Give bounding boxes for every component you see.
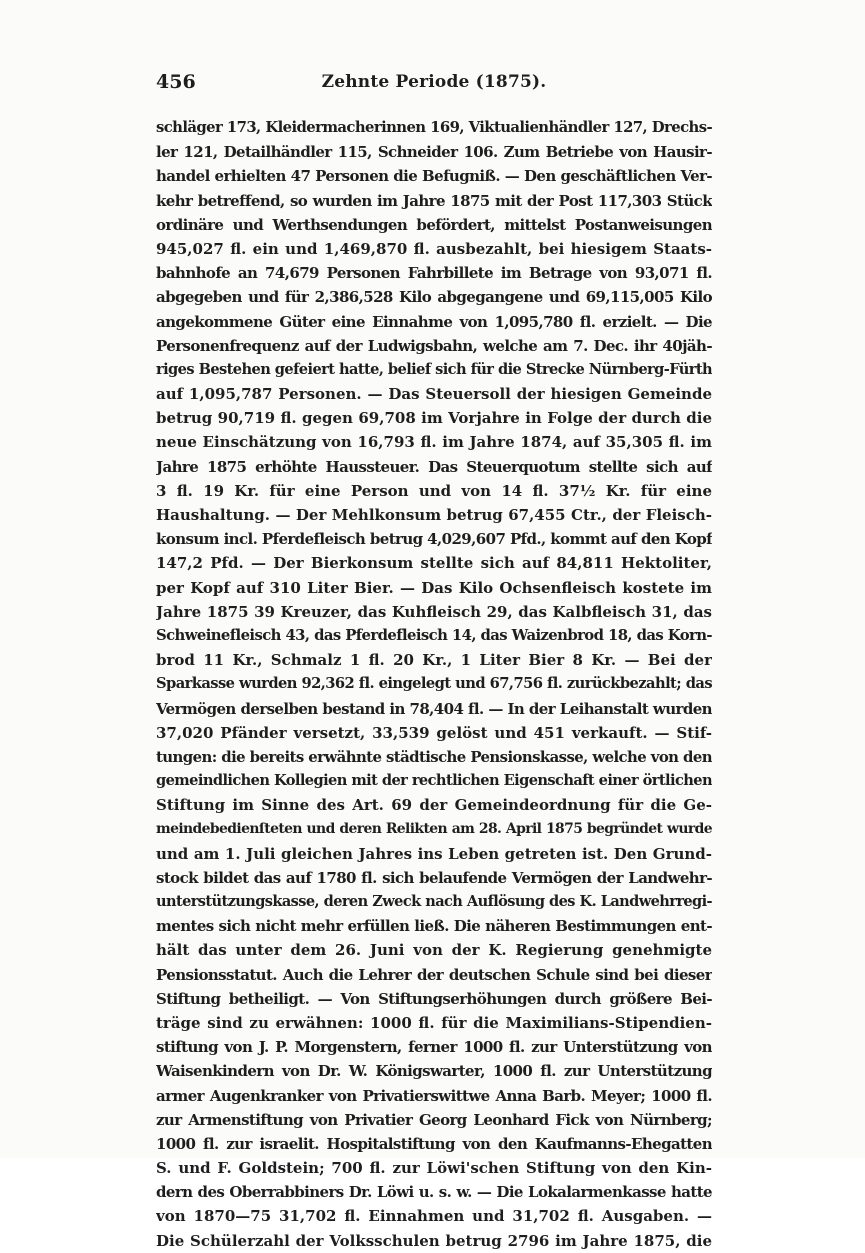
text-line: bahnhofe an 74,679 Personen Fahrbillete im Betrage von 93,071 fl. (156, 264, 712, 283)
text-line: dern des Oberrabbiners Dr. Löwi u. s. w. — Die Lokalarmenkasse hatte (156, 1183, 712, 1202)
text-line: meindebedienſteten und deren Relikten am 28. April 1875 begründet wurde (156, 821, 712, 838)
text-line: kehr betreffend, so wurden im Jahre 1875 mit der Post 117,303 Stück (156, 191, 712, 210)
text-line: 37,020 Pfänder versetzt, 33,539 gelöst und 451 verkauft. — Stif- (156, 723, 712, 742)
text-line: stock bildet das auf 1780 fl. sich belaufende Vermögen der Landwehr- (156, 868, 712, 887)
text-line: Personenfrequenz auf der Ludwigsbahn, welche am 7. Dec. ihr 40jäh- (156, 336, 712, 355)
text-line: Sparkasse wurden 92,362 fl. eingelegt und 67,756 fl. zurückbezahlt; das (156, 675, 712, 693)
text-line: stiftung von J. P. Morgenstern, ferner 1000 fl. zur Unterstützung von (156, 1038, 712, 1057)
text-line: Jahre 1875 39 Kreuzer, das Kuhfleisch 29, das Kalbfleisch 31, das (156, 602, 712, 621)
text-line: ordinäre und Werthsendungen befördert, mittelst Postanweisungen (156, 215, 712, 234)
text-line: handel erhielten 47 Personen die Befugniß. — Den geschäftlichen Ver- (156, 167, 712, 186)
text-line: angekommene Güter eine Einnahme von 1,095,780 fl. erzielt. — Die (156, 312, 712, 331)
text-line: ler 121, Detailhändler 115, Schneider 106. Zum Betriebe von Hausir- (156, 143, 712, 162)
text-line: Vermögen derselben bestand in 78,404 fl. — In der Leihanstalt wurden (156, 699, 712, 718)
text-line: Stiftung im Sinne des Art. 69 der Gemeindeordnung für die Ge- (156, 796, 712, 815)
body-text (156, 116, 712, 1253)
text-line: unterstützungskasse, deren Zweck nach Auflösung des K. Landwehrregi- (156, 893, 712, 910)
text-line: Pensionsstatut. Auch die Lehrer der deutschen Schule sind bei dieser (156, 965, 712, 984)
text-line: gemeindlichen Kollegien mit der rechtlichen Eigenschaft einer örtlichen (156, 772, 712, 790)
text-line: abgegeben und für 2,386,528 Kilo abgegangene und 69,115,005 Kilo (156, 288, 712, 307)
text-line: brod 11 Kr., Schmalz 1 fl. 20 Kr., 1 Liter Bier 8 Kr. — Bei der (156, 651, 712, 670)
text-line: Jahre 1875 erhöhte Haussteuer. Das Steuerquotum stellte sich auf (156, 457, 712, 476)
text-line: auf 1,095,787 Personen. — Das Steuersoll der hiesigen Gemeinde (156, 385, 712, 404)
text-line: träge sind zu erwähnen: 1000 fl. für die Maximilians-Stipendien- (156, 1013, 712, 1032)
text-line: von 1870—75 31,702 fl. Einnahmen und 31,702 fl. Ausgaben. — (156, 1207, 712, 1226)
text-line: mentes sich nicht mehr erfüllen ließ. Die näheren Bestimmungen ent- (156, 917, 712, 936)
text-line: riges Bestehen gefeiert hatte, belief sich für die Strecke Nürnberg-Fürth (156, 360, 712, 378)
text-line: Schweinefleisch 43, das Pferdefleisch 14, das Waizenbrod 18, das Korn- (156, 626, 712, 644)
text-line: und am 1. Juli gleichen Jahres ins Leben getreten ist. Den Grund- (156, 844, 712, 863)
text-line: armer Augenkranker von Privatierswittwe Anna Barb. Meyer; 1000 fl. (156, 1086, 712, 1105)
text-line: zur Armenstiftung von Privatier Georg Leonhard Fick von Nürnberg; (156, 1110, 712, 1129)
running-title: Zehnte Periode (1875). (321, 72, 547, 92)
page-number: 456 (156, 71, 196, 93)
text-line: Die Schülerzahl der Volksschulen betrug 2796 im Jahre 1875, die (156, 1231, 712, 1250)
text-line: schläger 173, Kleidermacherinnen 169, Viktualienhändler 127, Drechs- (156, 119, 712, 136)
text-line: Stiftung betheiligt. — Von Stiftungserhöhungen durch größere Bei- (156, 989, 712, 1008)
page-header (156, 68, 712, 96)
text-line: Waisenkindern von Dr. W. Königswarter, 1000 fl. zur Unterstützung (156, 1062, 712, 1081)
text-line: tungen: die bereits erwähnte städtische Pensionskasse, welche von den (156, 747, 712, 766)
text-line: S. und F. Goldstein; 700 fl. zur Löwi'schen Stiftung von den Kin- (156, 1159, 712, 1178)
text-line: 945,027 fl. ein und 1,469,870 fl. ausbezahlt, bei hiesigem Staats- (156, 239, 712, 258)
text-line: konsum incl. Pferdefleisch betrug 4,029,607 Pfd., kommt auf den Kopf (156, 530, 712, 549)
text-line: per Kopf auf 310 Liter Bier. — Das Kilo Ochsenfleisch kostete im (156, 578, 712, 597)
text-line: 3 fl. 19 Kr. für eine Person und von 14 fl. 37½ Kr. für eine (156, 481, 712, 500)
text-line: hält das unter dem 26. Juni von der K. Regierung genehmigte (156, 941, 712, 960)
text-line: Haushaltung. — Der Mehlkonsum betrug 67,455 Ctr., der Fleisch- (156, 506, 712, 524)
text-line: neue Einschätzung von 16,793 fl. im Jahre 1874, auf 35,305 fl. im (156, 433, 712, 452)
text-line: 1000 fl. zur israelit. Hospitalstiftung von den Kaufmanns-Ehegatten (156, 1134, 712, 1153)
text-line: 147,2 Pfd. — Der Bierkonsum stellte sich auf 84,811 Hektoliter, (156, 554, 712, 573)
text-line: betrug 90,719 fl. gegen 69,708 im Vorjahre in Folge der durch die (156, 409, 712, 428)
